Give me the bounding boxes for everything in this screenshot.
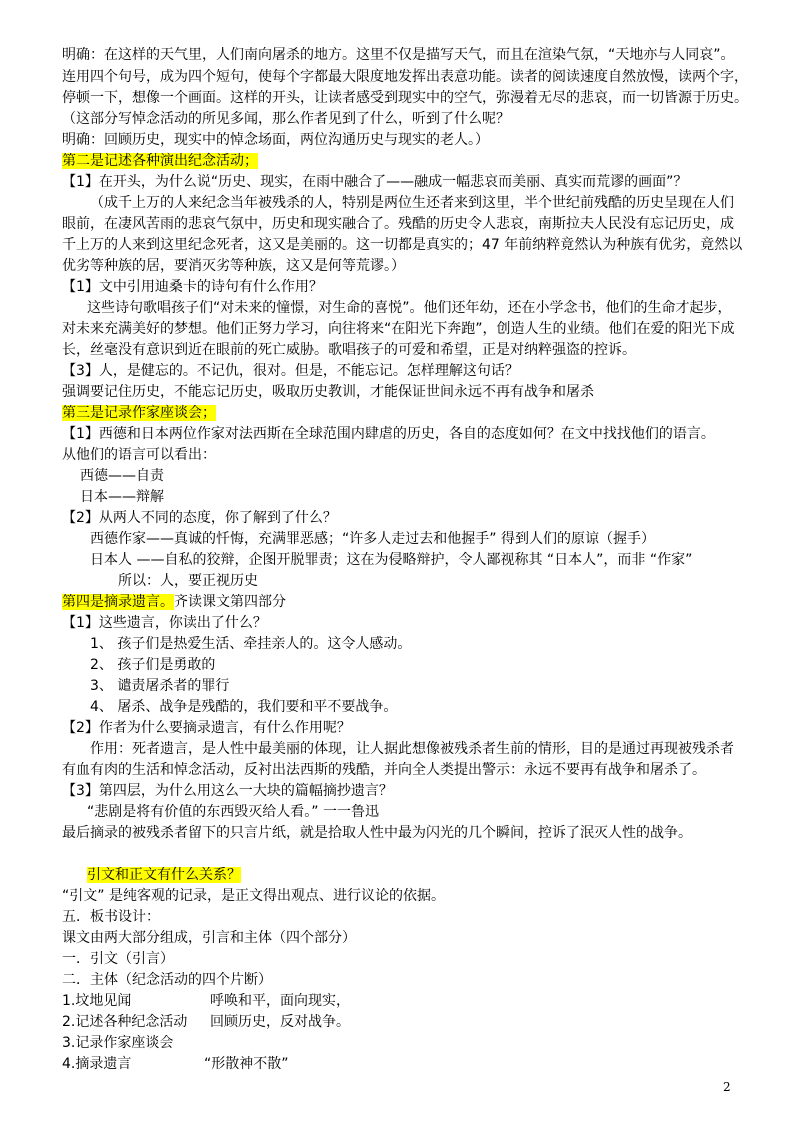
text-line: 作用：死者遗言，是人性中最美丽的体现，让人据此想像被残杀者生前的情形，目的是通过再现被残杀者	[90, 741, 734, 757]
question-line: 【1】文中引用迪桑卡的诗句有什么作用？	[62, 279, 323, 295]
highlighted-heading: 引文和正文有什么关系？	[87, 867, 241, 883]
text-line: 日本人 ——自私的狡辩，企图开脱罪责；这在为侵略辩护，令人鄙视称其 “日本人”，而非 “作家”	[90, 552, 693, 568]
text-line: （这部分写悼念活动的所见多闻，那么作者见到了什么，听到了什么呢？	[62, 111, 510, 127]
question-line: 【3】第四层，为什么用这么一大块的篇幅摘抄遗言？	[62, 783, 393, 799]
outline-line	[62, 1012, 742, 1032]
question-line: 【1】这些遗言，你读出了什么？	[62, 615, 267, 631]
question-line: 【2】从两人不同的态度，你了解到了什么？	[62, 510, 337, 526]
text-line: 西德作家——真诚的忏悔，充满罪恶感；“许多人走过去和他握手” 得到人们的原谅（握手）	[90, 531, 655, 547]
list-item: 1、 孩子们是热爱生活、牵挂亲人的。这令人感动。	[90, 636, 412, 652]
text-line: 连用四个句号，成为四个短句，使每个字都最大限度地发挥出表意功能。读者的阅读速度自然放慢，读两个字，	[62, 69, 748, 85]
text-line: 这些诗句歌唱孩子们“对未来的憧憬，对生命的喜悦”。他们还年幼，还在小学念书，他们的生命才起步，	[87, 300, 732, 316]
text-line: 优劣等种族的居，要消灭劣等种族，这又是何等荒谬。）	[62, 258, 405, 274]
text-line: 五．板书设计：	[62, 909, 160, 925]
section-heading-2	[62, 151, 742, 171]
outline-item: 2.记述各种纪念活动	[62, 1014, 188, 1030]
text-line: 长，丝毫没有意识到近在眼前的死亡威胁。歌唱孩子的可爱和希望，正是对纳粹强盗的控诉。	[62, 342, 636, 358]
outline-line: 3.记录作家座谈会	[62, 1035, 174, 1051]
text-line: 眼前，在凄风苦雨的悲哀气氛中，历史和现实融合了。残酷的历史令人悲哀，南斯拉夫人民没有忘记历史，成	[62, 216, 734, 232]
list-item: 3、 谴责屠杀者的罪行	[90, 678, 230, 694]
section-heading-3	[62, 403, 742, 423]
text-line: （成千上万的人来纪念当年被残杀的人，特别是两位生还者来到这里，半个世纪前残酷的历史呈现在人们	[90, 195, 734, 211]
text-line: 从他们的语言可以看出：	[62, 447, 216, 463]
text-line: 明确：回顾历史，现实中的悼念场面，两位沟通历史与现实的老人。）	[62, 132, 489, 148]
section-heading-4	[62, 592, 742, 612]
quote-line: “悲剧是将有价值的东西毁灭给人看。” 一一鲁迅	[87, 804, 379, 820]
highlighted-heading: 第四是摘录遗言。	[62, 594, 174, 610]
text-line: 西德——自责	[80, 468, 164, 484]
highlighted-heading: 第二是记述各种演出纪念活动；	[62, 153, 258, 169]
text-line: 所以：人，要正视历史	[118, 573, 258, 589]
outline-line: 一．引文（引言）	[62, 951, 174, 967]
text-line: 日本——辩解	[80, 489, 164, 505]
text-line: 明确：在这样的天气里，人们南向屠杀的地方。这里不仅是描写天气，而且在渲染气氛，“天地亦与人同哀”。	[62, 47, 735, 63]
outline-line: 二．主体（纪念活动的四个片断）	[62, 972, 272, 988]
question-line: 【1】西德和日本两位作家对法西斯在全球范围内肆虐的历史，各自的态度如何？在文中找找他们的语言。	[62, 426, 715, 442]
question-line: 【2】作者为什么要摘录遗言，有什么作用呢？	[62, 720, 351, 736]
heading-note: 齐读课文第四部分	[174, 594, 286, 610]
text-line: 强调要记住历史，不能忘记历史，吸取历史教训，才能保证世间永远不再有战争和屠杀	[62, 384, 594, 400]
outline-note: “形散神不散”	[204, 1056, 289, 1072]
text-line: “引文” 是纯客观的记录，是正文得出观点、进行议论的依据。	[62, 888, 445, 904]
page-number: 2	[723, 1080, 731, 1094]
outline-item: 4.摘录遗言	[62, 1056, 132, 1072]
list-item: 4、 屠杀、战争是残酷的，我们要和平不要战争。	[90, 699, 398, 715]
text-line: 有血有肉的生活和悼念活动，反衬出法西斯的残酷，并向全人类提出警示：永远不要再有战争和屠杀了。	[62, 762, 706, 778]
text-line: 千上万的人来到这里纪念死者，这又是美丽的。这一切都是真实的；47 年前纳粹竟然认为种族有优劣，竟然以	[62, 237, 743, 253]
outline-note: 呼唤和平，面向现实，	[210, 993, 350, 1009]
question-line: 【1】在开头，为什么说“历史、现实，在雨中融合了——融成一幅悲哀而美丽、真实而荒谬的画面”？	[62, 174, 688, 190]
text-line: 课文由两大部分组成，引言和主体（四个部分）	[62, 930, 356, 946]
outline-line	[62, 991, 742, 1011]
outline-item: 1.坟地见闻	[62, 993, 132, 1009]
highlighted-heading: 第三是记录作家座谈会；	[62, 405, 216, 421]
text-line: 最后摘录的被残杀者留下的只言片纸，就是拾取人性中最为闪光的几个瞬间，控诉了泯灭人性的战争。	[62, 825, 692, 841]
text-line: 对未来充满美好的梦想。他们正努力学习，向往将来“在阳光下奔跑”，创造人生的业绩。他们在爱的阳光下成	[62, 321, 735, 337]
list-item: 2、 孩子们是勇敢的	[90, 657, 216, 673]
section-heading-relation	[87, 865, 742, 885]
outline-line	[62, 1054, 742, 1074]
question-line: 【3】人，是健忘的。不记仇，很对。但是，不能忘记。怎样理解这句话？	[62, 363, 519, 379]
outline-note: 回顾历史，反对战争。	[210, 1014, 350, 1030]
text-line: 停顿一下，想像一个画面。这样的开头，让读者感受到现实中的空气，弥漫着无尽的悲哀，而一切皆源于历史。	[62, 90, 748, 106]
